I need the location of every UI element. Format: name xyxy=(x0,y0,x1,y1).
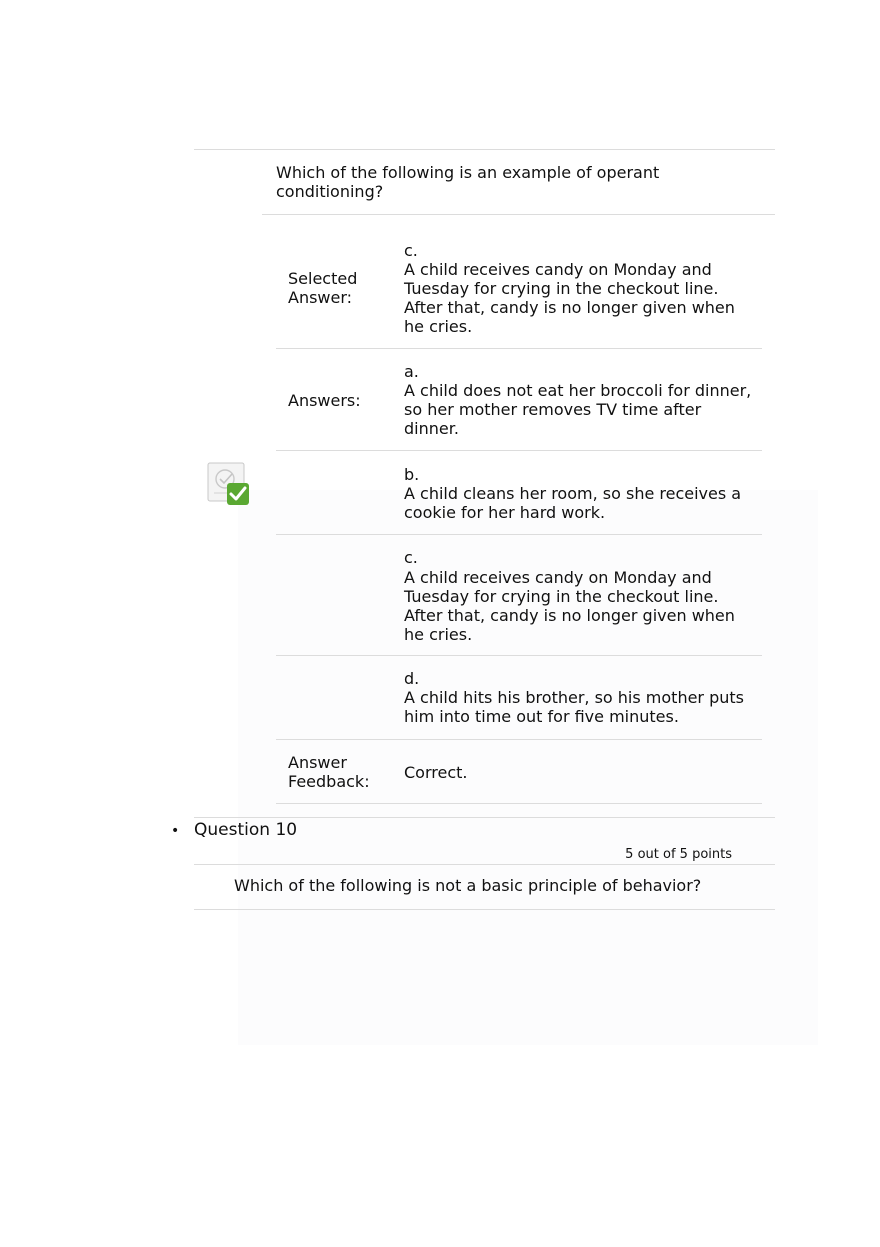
divider xyxy=(276,450,762,451)
selected-answer-label: Selected Answer: xyxy=(288,269,358,307)
answers-label: Answers: xyxy=(288,391,361,410)
divider xyxy=(276,534,762,535)
divider xyxy=(262,214,775,215)
question-title: Question 10 xyxy=(194,820,298,840)
answer-option-letter: a. xyxy=(404,362,419,381)
selected-answer-letter: c. xyxy=(404,241,418,260)
divider xyxy=(276,803,762,804)
divider xyxy=(194,909,775,910)
answer-feedback-label: Answer Feedback: xyxy=(288,753,370,791)
answer-option-letter: d. xyxy=(404,669,420,688)
divider xyxy=(276,739,762,740)
divider xyxy=(276,655,762,656)
list-bullet: • xyxy=(171,823,180,839)
question-text: Which of the following is not a basic principle of behavior? xyxy=(234,876,702,895)
answer-option-text: A child hits his brother, so his mother puts him into time out for five minutes. xyxy=(404,688,744,726)
answer-option-letter: c. xyxy=(404,548,418,567)
question-text: Which of the following is an example of operant conditioning? xyxy=(276,163,660,201)
answer-option-text: A child does not eat her broccoli for dinner, so her mother removes TV time after dinner. xyxy=(404,381,752,438)
divider xyxy=(194,149,775,150)
divider xyxy=(194,864,775,865)
answer-option-text: A child receives candy on Monday and Tuesday for crying in the checkout line. After that, candy is no longer given when he cries. xyxy=(404,568,735,644)
points-label: 5 out of 5 points xyxy=(625,847,732,862)
divider xyxy=(276,348,762,349)
selected-answer-text: A child receives candy on Monday and Tuesday for crying in the checkout line. After that, candy is no longer given when he cries. xyxy=(404,260,735,336)
answer-option-letter: b. xyxy=(404,465,420,484)
divider xyxy=(194,817,775,818)
answer-option-text: A child cleans her room, so she receives a cookie for her hard work. xyxy=(404,484,742,522)
answer-feedback-text: Correct. xyxy=(404,763,468,782)
correct-check-icon xyxy=(206,462,250,506)
